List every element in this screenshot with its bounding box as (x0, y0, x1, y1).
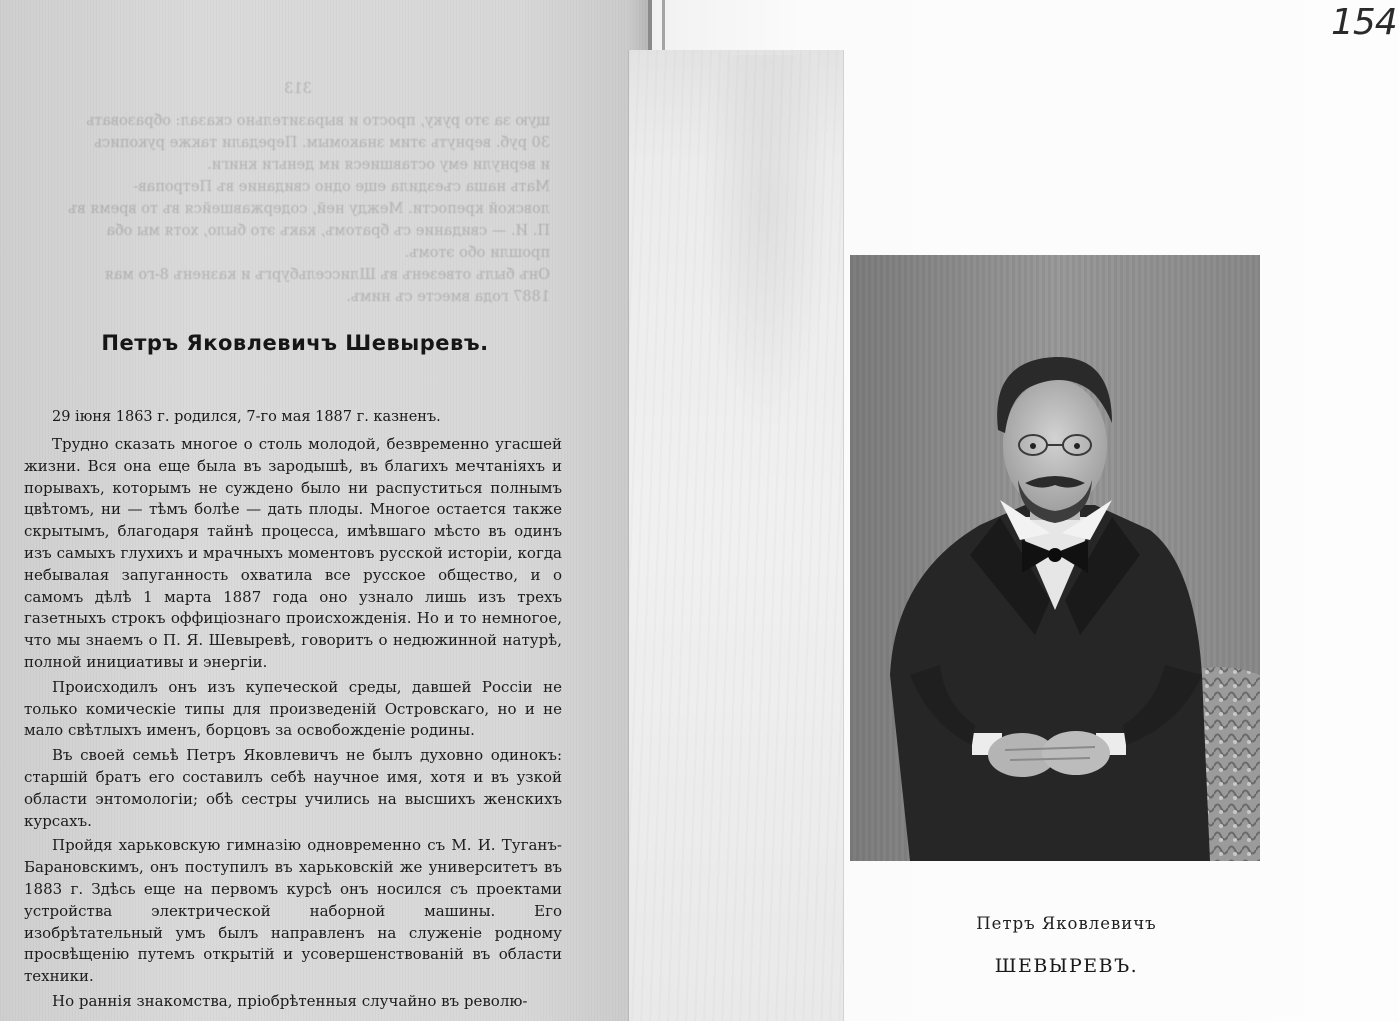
birth-death-dates: 29 іюня 1863 г. родился, 7-го мая 1887 г. казненъ. (52, 409, 441, 425)
bleed-line: прошли обо этомъ. (404, 245, 550, 261)
bleed-line: 1887 года вместе съ нимъ. (346, 289, 550, 305)
caption-first-names: Петръ Яковлевичъ (976, 914, 1157, 933)
handwritten-folio-number: 154 (1331, 2, 1397, 43)
caption-surname: ШЕВЫРЕВЪ. (994, 955, 1139, 977)
paragraph: Пройдя харьковскую гимназію одновременно съ М. И. Туганъ-Барановскимъ, онъ поступилъ въ харьковскій же университетъ въ 1883 г. Здѣсь еще на первомъ курсѣ онъ носился съ проектами устройства электрической наборной машины. Его изобрѣтательный умъ былъ направленъ на служеніе родному просвѣщенію путемъ открытій и усовершенствованій въ области техники. (24, 836, 562, 986)
bleed-through-text (18, 78, 578, 308)
paragraph: Въ своей семьѣ Петръ Яковлевичъ не былъ духовно одинокъ: старшій братъ его составилъ себѣ научное имя, хотя и въ узкой области энтомологіи; обѣ сестры учились на высшихъ женскихъ курсахъ. (24, 746, 562, 830)
bleed-line: и вернули ему оставшиеся им деньги книги. (206, 157, 550, 173)
paragraph: Но раннія знакомства, пріобрѣтенныя случайно въ револю- (52, 991, 528, 1010)
bleed-line: ловской крепости. Между ней, содержавшейся въ то время въ (68, 201, 550, 217)
tissue-crease (700, 55, 830, 435)
left-page (0, 0, 650, 1021)
article-title: Петръ Яковлевичъ Шевыревъ. (101, 331, 489, 355)
bleed-line: 30 руб. вернуть этим знакомым. Передали также рукопись (94, 135, 550, 151)
paragraph: Происходилъ онъ изъ купеческой среды, давшей Россіи не только комическіе типы для произведеній Островскаго, но и не мало свѣтлыхъ именъ, борцовъ за освобожденіе родины. (24, 677, 562, 740)
bleed-line: Онъ былъ отвезенъ въ Шлиссельбургъ и казненъ 8-го мая (104, 267, 550, 283)
bleed-line: щую за это руку, просто и выразительно сказал: образовать (86, 113, 550, 129)
portrait-image (850, 255, 1260, 861)
bleed-line: Мать наша съездила еще одно свидание въ Петропав- (133, 179, 550, 195)
bleed-line: П. И. — свидание съ братомъ, какъ это было, хотя мы оба (106, 223, 550, 239)
bleed-page-number: 313 (284, 81, 312, 97)
article-body (24, 434, 562, 1016)
paragraph: Трудно сказать многое о столь молодой, безвременно угасшей жизни. Вся она еще была въ зародышѣ, въ благихъ мечтаніяхъ и порывахъ, которымъ не суждено было ни распуститься полнымъ цвѣтомъ, ни — тѣмъ болѣе — дать плоды. Многое остается также скрытымъ, благодаря тайнѣ процесса, имѣвшаго мѣсто въ одинъ изъ самыхъ глухихъ и мрачныхъ моментовъ русской исторіи, когда небывалая запуганность охватила все русское общество, и о самомъ дѣлѣ 1 марта 1887 года оно узнало лишь изъ трехъ газетныхъ строкъ оффиціознаго происхожденія. Но и то немногое, что мы знаемъ о П. Я. Шевыревѣ, говоритъ о недюжинной натурѣ, полной инициативы и энергіи. (24, 435, 562, 671)
portrait-photograph (850, 255, 1260, 861)
